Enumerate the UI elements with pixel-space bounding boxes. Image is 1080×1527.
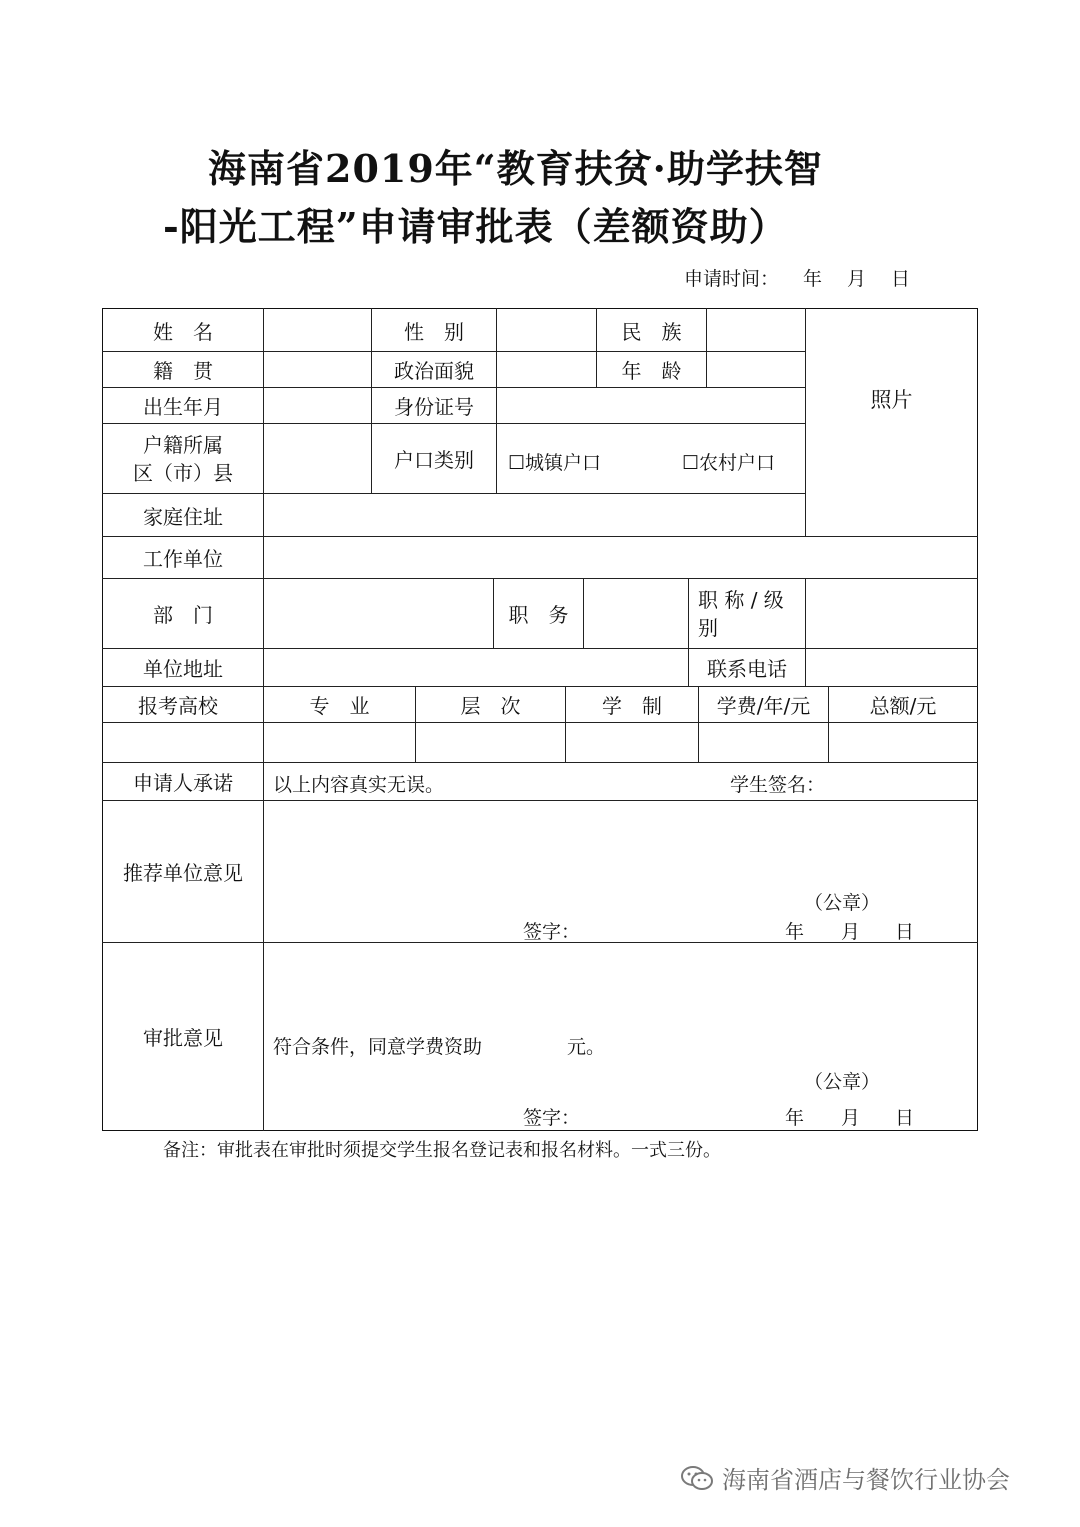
work-unit-label: 工作单位 (143, 547, 223, 571)
recommend-sign-label[interactable]: 签字： (523, 921, 581, 943)
ethnicity-label: 民 族 (621, 319, 682, 344)
title-line-2: -阳光工程”申请审批表（差额资助） (163, 204, 788, 249)
apply-date-day: 日 (891, 268, 911, 290)
recommend-day: 日 (895, 921, 915, 943)
political-label: 政治面貌 (394, 359, 474, 383)
school-field[interactable] (103, 723, 263, 762)
apply-date-label: 申请时间： (684, 268, 780, 290)
household-type-label: 户口类别 (394, 448, 474, 472)
duration-label: 学 制 (602, 694, 662, 718)
unit-address-label: 单位地址 (143, 657, 223, 681)
major-label: 专 业 (309, 694, 370, 718)
total-field[interactable] (829, 723, 977, 762)
position-field[interactable] (584, 579, 688, 648)
household-area-line-1: 户籍所属 (143, 432, 223, 457)
approval-text-b: 元。 (567, 1036, 606, 1058)
department-field[interactable] (264, 579, 493, 648)
fee-field[interactable] (699, 723, 828, 762)
watermark (680, 1460, 1010, 1495)
id-field[interactable] (497, 388, 805, 423)
address-label: 家庭住址 (143, 504, 223, 529)
level-label: 层 次 (460, 694, 521, 718)
name-label: 姓 名 (153, 319, 213, 344)
household-area-field[interactable] (264, 424, 371, 493)
approval-seal: （公章） (804, 1071, 881, 1093)
student-sign-label[interactable]: 学生签名： (730, 774, 826, 796)
total-label: 总额/元 (869, 694, 937, 718)
photo-box[interactable] (806, 309, 977, 536)
name-field[interactable] (264, 309, 371, 351)
fee-label: 学费/年/元 (716, 694, 811, 718)
pledge-text: 以上内容真实无误。 (273, 774, 445, 796)
id-label: 身份证号 (394, 395, 474, 419)
title-line-1: 海南省2019年“教育扶贫·助学扶智 (208, 146, 823, 191)
phone-field[interactable] (806, 649, 977, 686)
approval-sign-label[interactable]: 签字： (523, 1107, 581, 1129)
photo-label: 照片 (870, 387, 913, 412)
title-rank-label: 职 称 / 级 别 (698, 588, 784, 640)
phone-label: 联系电话 (707, 657, 787, 681)
unit-address-field[interactable] (264, 649, 688, 686)
approval-day: 日 (895, 1107, 915, 1129)
department-label: 部 门 (153, 603, 213, 627)
wechat-icon (680, 1464, 714, 1492)
rural-household-checkbox[interactable]: ☐农村户口 (682, 452, 776, 474)
recommend-seal: （公章） (804, 892, 881, 914)
recommend-year: 年 (785, 921, 805, 943)
hometown-label: 籍 贯 (153, 359, 213, 383)
recommend-label: 推荐单位意见 (123, 861, 243, 885)
level-field[interactable] (416, 723, 565, 762)
title-rank-field[interactable] (806, 579, 977, 648)
watermark-text: 海南省酒店与餐饮行业协会 (722, 1466, 1010, 1494)
age-label: 年 龄 (621, 359, 682, 383)
work-unit-field[interactable] (264, 537, 977, 578)
gender-field[interactable] (497, 309, 596, 351)
hometown-field[interactable] (264, 352, 371, 387)
pledge-label: 申请人承诺 (133, 771, 233, 795)
political-field[interactable] (497, 352, 596, 387)
household-area-line-2: 区（市）县 (133, 460, 233, 485)
urban-household-checkbox[interactable]: ☐城镇户口 (508, 452, 602, 474)
age-field[interactable] (707, 352, 805, 387)
approval-label: 审批意见 (143, 1026, 223, 1050)
approval-month: 月 (841, 1107, 861, 1129)
footnote: 备注：审批表在审批时须提交学生报名登记表和报名材料。一式三份。 (163, 1140, 721, 1161)
gender-label: 性 别 (404, 319, 464, 344)
address-field[interactable] (264, 494, 805, 536)
school-label: 报考高校 (138, 694, 218, 718)
apply-date-year: 年 (803, 268, 823, 290)
position-label: 职 务 (508, 603, 569, 627)
recommend-month: 月 (841, 921, 861, 943)
birth-field[interactable] (264, 388, 371, 423)
major-field[interactable] (264, 723, 415, 762)
birth-label: 出生年月 (143, 395, 223, 419)
duration-field[interactable] (566, 723, 698, 762)
approval-year: 年 (785, 1107, 805, 1129)
household-area-label (103, 424, 263, 493)
apply-date-month: 月 (847, 268, 867, 290)
ethnicity-field[interactable] (707, 309, 805, 351)
approval-text-a: 符合条件，同意学费资助 (273, 1036, 483, 1058)
